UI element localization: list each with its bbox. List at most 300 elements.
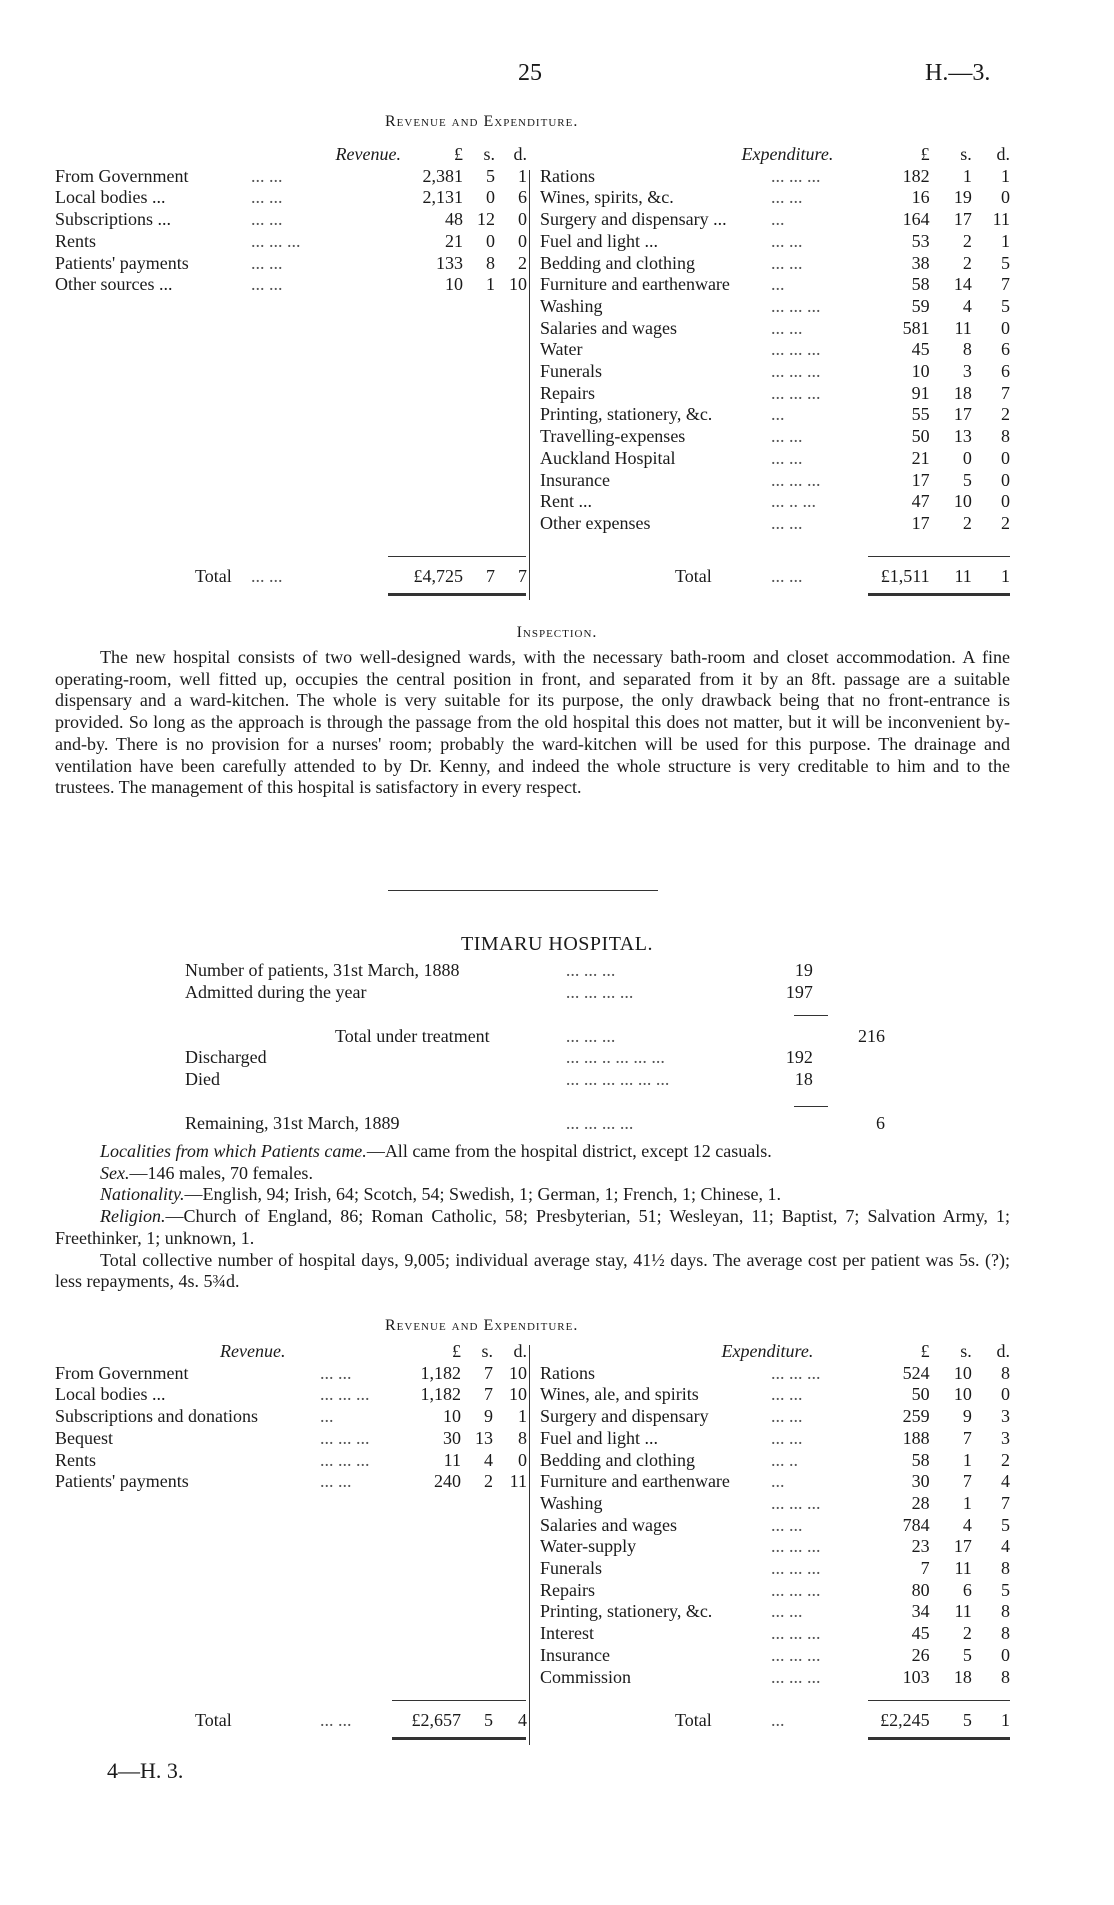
pounds-value: 17 [911, 512, 930, 533]
pounds-value: 47 [911, 491, 930, 512]
shillings-value: 7 [484, 1384, 493, 1405]
leader-dots: ... ... ... [770, 1492, 821, 1513]
pounds-value: 2,131 [422, 187, 463, 208]
inspection-title: Inspection. [516, 624, 598, 641]
shillings-value: 7 [962, 1471, 972, 1492]
stat-row [185, 1069, 885, 1091]
pounds-header: £ [920, 1341, 930, 1361]
shillings-value: 13 [475, 1427, 493, 1448]
pence-value: 0 [1001, 1384, 1010, 1405]
total-leader: ... [770, 1710, 785, 1730]
section2-title: Revenue and Expenditure. [385, 1317, 579, 1334]
pounds-value: 7 [920, 1558, 930, 1579]
pence-value: 8 [1001, 1362, 1010, 1383]
sex-line [55, 1163, 1010, 1185]
expenditure-row-label: Surgery and dispensary [540, 1406, 709, 1427]
total-pence: 4 [518, 1710, 527, 1730]
pounds-value: 50 [911, 1384, 930, 1405]
pounds-header: £ [920, 144, 930, 164]
revenue-total-row [55, 566, 527, 588]
expenditure-header-row [540, 144, 1010, 166]
leader-dots: ... ... ... [770, 295, 821, 316]
expenditure-row-label: Interest [540, 1623, 594, 1644]
section2-revenue-table [55, 1341, 527, 1493]
stat-value: 19 [794, 960, 813, 980]
expenditure-row [540, 1645, 1010, 1667]
revenue-row [55, 253, 527, 275]
expenditure-total-row [540, 1710, 1010, 1732]
shillings-value: 7 [962, 1427, 972, 1448]
pence-value: 3 [1001, 1406, 1010, 1427]
shillings-value: 4 [484, 1449, 493, 1470]
pounds-value: 30 [911, 1471, 930, 1492]
timaru-title: TIMARU HOSPITAL. [461, 933, 653, 955]
revenue-row [55, 1363, 527, 1385]
shillings-value: 9 [484, 1406, 493, 1427]
pence-value: 5 [1001, 295, 1010, 316]
total-label: Total [195, 566, 232, 586]
pence-value: 7 [1001, 1492, 1010, 1513]
expenditure-row-label: Printing, stationery, &c. [540, 404, 713, 425]
total-rule-top [868, 556, 1010, 557]
shillings-value: 0 [962, 447, 972, 468]
leader-dots: ... ... [770, 252, 803, 273]
pounds-value: 45 [911, 1623, 930, 1644]
total-pounds: £2,245 [880, 1710, 930, 1730]
revenue-heading: Revenue. [220, 1341, 286, 1361]
pence-value: 1 [1001, 165, 1010, 186]
document-code: H.—3. [925, 60, 991, 86]
expenditure-row-label: Water-supply [540, 1536, 637, 1557]
pounds-value: 23 [911, 1536, 930, 1557]
expenditure-heading: Expenditure. [721, 1341, 814, 1361]
expenditure-row [540, 513, 1010, 535]
pounds-value: 259 [902, 1406, 930, 1427]
localities-text: —All came from the hospital district, except 12 casuals. [366, 1141, 772, 1161]
revenue-row-label: Patients' payments [55, 252, 189, 273]
total-leader: ... ... [320, 1710, 352, 1730]
revenue-heading: Revenue. [335, 144, 401, 164]
pence-value: 2 [1001, 1449, 1010, 1470]
shillings-value: 2 [962, 1623, 972, 1644]
shillings-header: s. [960, 1341, 972, 1361]
expenditure-row-label: Printing, stationery, &c. [540, 1601, 713, 1622]
footer-signature: 4—H. 3. [107, 1758, 184, 1783]
pence-value: 2 [1001, 512, 1010, 533]
pence-value: 10 [509, 1384, 527, 1405]
section1-expenditure-table [540, 144, 1010, 535]
stat-label: Total under treatment [335, 1025, 490, 1046]
pence-value: 10 [509, 274, 527, 295]
leader-dots: ... ... ... ... [565, 1113, 634, 1134]
expenditure-row [540, 1384, 1010, 1406]
pounds-value: 48 [445, 209, 463, 230]
revenue-row-label: Rents [55, 1449, 97, 1470]
pence-value: 6 [1001, 361, 1010, 382]
pounds-value: 53 [911, 230, 930, 251]
leader-dots: ... [770, 274, 785, 295]
pounds-value: 188 [902, 1427, 930, 1448]
pounds-value: 38 [911, 252, 930, 273]
section2-expenditure-table [540, 1341, 1010, 1688]
shillings-value: 1 [962, 1449, 972, 1470]
total-rule-bottom [388, 593, 526, 596]
shillings-value: 7 [484, 1362, 493, 1383]
revenue-row [55, 209, 527, 231]
leader-dots: ... ... .. ... ... ... [565, 1047, 665, 1068]
total-label: Total [675, 1710, 712, 1730]
timaru-stats-table [185, 960, 885, 1135]
revenue-row [55, 166, 527, 188]
religion-line [55, 1206, 1010, 1249]
pounds-value: 80 [911, 1579, 930, 1600]
leader-dots: ... ... [770, 1406, 803, 1427]
shillings-value: 6 [962, 1579, 972, 1600]
pence-value: 0 [1001, 1644, 1010, 1665]
stat-total [813, 1069, 885, 1091]
total-rule-bottom [868, 593, 1010, 596]
total-shillings: 5 [484, 1710, 493, 1730]
pounds-value: 17 [911, 469, 930, 490]
section2-revenue-total [55, 1710, 527, 1732]
pence-value: 10 [509, 1362, 527, 1383]
leader-dots: ... ... ... [770, 1666, 821, 1687]
shillings-value: 17 [953, 404, 972, 425]
pence-value: 4 [1001, 1536, 1010, 1557]
revenue-total-row [55, 1710, 527, 1732]
leader-dots: ... ... ... [770, 1536, 821, 1557]
section-separator [388, 890, 658, 891]
revenue-row [55, 1471, 527, 1493]
subtotal-rule [794, 1015, 828, 1016]
shillings-value: 4 [962, 1514, 972, 1535]
shillings-header: s. [481, 1341, 493, 1361]
pounds-value: 182 [902, 165, 930, 186]
expenditure-row-label: Commission [540, 1666, 632, 1687]
expenditure-row [540, 491, 1010, 513]
stat-value: 192 [785, 1047, 813, 1068]
expenditure-row-label: Bedding and clothing [540, 1449, 695, 1470]
leader-dots: ... [770, 209, 785, 230]
total-rule-top [388, 556, 526, 557]
pence-value: 0 [1001, 469, 1010, 490]
expenditure-row-label: Furniture and earthenware [540, 1471, 730, 1492]
stat-label: Number of patients, 31st March, 1888 [185, 960, 460, 980]
leader-dots: ... ... [770, 317, 803, 338]
shillings-value: 17 [953, 209, 972, 230]
leader-dots: ... ... ... [770, 361, 821, 382]
leader-dots: ... ... [770, 447, 803, 468]
shillings-value: 2 [484, 1471, 493, 1492]
leader-dots: ... ... [251, 252, 283, 273]
shillings-value: 2 [962, 512, 972, 533]
nationality-label: Nationality. [100, 1184, 185, 1205]
leader-dots: ... ... [320, 1362, 352, 1383]
expenditure-row [540, 404, 1010, 426]
shillings-value: 18 [953, 1666, 972, 1687]
localities-line [55, 1141, 1010, 1163]
expenditure-row-label: Wines, spirits, &c. [540, 187, 674, 208]
pence-value: 11 [992, 209, 1010, 230]
revenue-row-label: Bequest [55, 1427, 113, 1448]
leader-dots: ... ... ... [770, 1362, 821, 1383]
subtotal-rule [794, 1106, 828, 1107]
expenditure-row [540, 187, 1010, 209]
pounds-value: 55 [911, 404, 930, 425]
revenue-row-label: From Government [55, 165, 189, 186]
pence-value: 8 [1001, 426, 1010, 447]
pence-value: 0 [518, 230, 527, 251]
pence-value: 1 [518, 165, 527, 186]
pounds-value: 784 [902, 1514, 930, 1535]
leader-dots: ... ... ... [320, 1449, 370, 1470]
shillings-value: 5 [486, 165, 495, 186]
leader-dots: ... [320, 1406, 334, 1427]
shillings-value: 10 [953, 1362, 972, 1383]
leader-dots: ... ... [251, 209, 283, 230]
pence-header: d. [513, 144, 527, 164]
pence-value: 7 [1001, 274, 1010, 295]
inspection-text [55, 647, 1010, 799]
expenditure-row-label: Rent ... [540, 491, 592, 512]
expenditure-row [540, 1471, 1010, 1493]
pounds-value: 21 [445, 230, 463, 251]
shillings-value: 9 [962, 1406, 972, 1427]
pounds-value: 21 [911, 447, 930, 468]
pounds-value: 45 [911, 339, 930, 360]
total-pence: 1 [1001, 566, 1010, 586]
total-shillings: 5 [962, 1710, 972, 1730]
shillings-value: 3 [962, 361, 972, 382]
leader-dots: ... ... ... [770, 382, 821, 403]
expenditure-row [540, 1450, 1010, 1472]
pounds-value: 50 [911, 426, 930, 447]
shillings-value: 13 [953, 426, 972, 447]
shillings-value: 1 [962, 165, 972, 186]
leader-dots: ... .. [770, 1449, 798, 1470]
stat-value [751, 1091, 813, 1135]
expenditure-row [540, 274, 1010, 296]
expenditure-row-label: Bedding and clothing [540, 252, 695, 273]
expenditure-row [540, 426, 1010, 448]
expenditure-row-label: Auckland Hospital [540, 447, 676, 468]
pounds-value: 240 [434, 1471, 461, 1492]
revenue-row-label: From Government [55, 1362, 189, 1383]
expenditure-row-label: Repairs [540, 382, 595, 403]
stat-total: 6 [876, 1113, 885, 1134]
leader-dots: ... ... [770, 1601, 803, 1622]
pounds-value: 133 [436, 252, 463, 273]
shillings-value: 0 [486, 230, 495, 251]
total-shillings: 7 [486, 566, 495, 586]
expenditure-row-label: Insurance [540, 469, 610, 490]
pence-value: 7 [1001, 382, 1010, 403]
pence-value: 0 [518, 1449, 527, 1470]
revenue-row [55, 187, 527, 209]
total-pounds: £4,725 [413, 566, 463, 586]
pence-value: 5 [1001, 252, 1010, 273]
sex-text: —146 males, 70 females. [129, 1162, 313, 1183]
pounds-value: 103 [902, 1666, 930, 1687]
expenditure-row-label: Salaries and wages [540, 1514, 677, 1535]
total-rule-top [868, 1700, 1010, 1701]
revenue-row [55, 1428, 527, 1450]
leader-dots: ... [770, 404, 785, 425]
expenditure-row [540, 231, 1010, 253]
religion-text: —Church of England, 86; Roman Catholic, 58; Presbyterian, 51; Wesleyan, 11; Baptist, 7; Salvation Army, 1; Freethinker, 1; unknown, 1. [55, 1206, 1010, 1248]
cost-line: Total collective number of hospital days, 9,005; individual average stay, 41½ days. The average cost per patient was 5s. (?); less repayments, 4s. 5¾d. [55, 1249, 1010, 1292]
shillings-value: 8 [486, 252, 495, 273]
leader-dots: ... [770, 1471, 785, 1492]
stat-label: Admitted during the year [185, 981, 367, 1002]
total-rule-top [392, 1700, 526, 1701]
expenditure-row [540, 448, 1010, 470]
total-leader: ... ... [251, 566, 283, 586]
pence-value: 5 [1001, 1579, 1010, 1600]
shillings-header: s. [960, 144, 972, 164]
pounds-value: 524 [902, 1362, 930, 1383]
shillings-value: 18 [953, 382, 972, 403]
leader-dots: ... ... ... [770, 1623, 821, 1644]
leader-dots: ... ... [770, 230, 803, 251]
revenue-header-row [55, 144, 527, 166]
pence-value: 8 [1001, 1601, 1010, 1622]
leader-dots: ... ... ... ... ... ... [565, 1069, 670, 1090]
stat-total [813, 1047, 885, 1069]
page-number: 25 [518, 60, 542, 86]
pence-value: 11 [509, 1471, 527, 1492]
pence-header: d. [996, 1341, 1010, 1361]
expenditure-row-label: Other expenses [540, 512, 651, 533]
pence-value: 6 [1001, 339, 1010, 360]
leader-dots: ... ... [770, 512, 803, 533]
stat-total: 216 [858, 1025, 885, 1046]
expenditure-row-label: Rations [540, 1362, 596, 1383]
total-label: Total [195, 1710, 232, 1730]
revenue-row [55, 1450, 527, 1472]
leader-dots: ... ... ... [770, 339, 821, 360]
expenditure-row [540, 318, 1010, 340]
shillings-value: 11 [954, 1601, 972, 1622]
pence-value: 2 [1001, 404, 1010, 425]
expenditure-row [540, 1623, 1010, 1645]
stat-row [185, 982, 885, 1004]
leader-dots: ... .. ... [770, 491, 816, 512]
revenue-header-row [55, 1341, 527, 1363]
pounds-value: 10 [443, 1406, 461, 1427]
leader-dots: ... ... [770, 1384, 803, 1405]
leader-dots: ... ... ... [565, 1025, 616, 1046]
revenue-row [55, 1406, 527, 1428]
pence-value: 0 [1001, 317, 1010, 338]
pence-value: 2 [518, 252, 527, 273]
leader-dots: ... ... ... [251, 230, 301, 251]
pounds-value: 58 [911, 1449, 930, 1470]
shillings-header: s. [483, 144, 495, 164]
pence-value: 1 [518, 1406, 527, 1427]
section1-revenue-total [55, 566, 527, 588]
pounds-value: 581 [902, 317, 930, 338]
leader-dots: ... ... [320, 1471, 352, 1492]
expenditure-row-label: Furniture and earthenware [540, 274, 730, 295]
leader-dots: ... ... [770, 426, 803, 447]
timaru-details [55, 1141, 1010, 1293]
leader-dots: ... ... ... [320, 1427, 370, 1448]
shillings-value: 2 [962, 230, 972, 251]
shillings-value: 10 [953, 1384, 972, 1405]
total-rule-bottom [392, 1737, 526, 1740]
expenditure-heading: Expenditure. [741, 144, 834, 164]
nationality-line [55, 1184, 1010, 1206]
expenditure-row [540, 253, 1010, 275]
pence-value: 4 [1001, 1471, 1010, 1492]
revenue-row-label: Other sources ... [55, 274, 173, 295]
stat-value [751, 1003, 813, 1047]
leader-dots: ... ... [770, 1514, 803, 1535]
pounds-value: 1,182 [420, 1384, 461, 1405]
nationality-text: —English, 94; Irish, 64; Scotch, 54; Swedish, 1; German, 1; French, 1; Chinese, 1. [184, 1184, 781, 1205]
leader-dots: ... ... [251, 187, 283, 208]
column-divider [529, 170, 530, 600]
stat-label: Remaining, 31st March, 1889 [185, 1113, 400, 1134]
expenditure-row-label: Fuel and light ... [540, 1427, 658, 1448]
expenditure-row [540, 1493, 1010, 1515]
stat-row [185, 1003, 885, 1047]
pence-header: d. [513, 1341, 527, 1361]
expenditure-row-label: Surgery and dispensary ... [540, 209, 727, 230]
stat-label: Died [185, 1069, 220, 1090]
expenditure-row-label: Funerals [540, 361, 602, 382]
leader-dots: ... ... ... [565, 960, 616, 980]
total-rule-bottom [868, 1737, 1010, 1740]
expenditure-row [540, 1558, 1010, 1580]
total-pence: 7 [518, 566, 527, 586]
shillings-value: 1 [486, 274, 495, 295]
localities-label: Localities from which Patients came. [100, 1141, 367, 1161]
pounds-value: 164 [902, 209, 930, 230]
leader-dots: ... ... [251, 274, 283, 295]
expenditure-row [540, 166, 1010, 188]
expenditure-row-label: Fuel and light ... [540, 230, 658, 251]
pounds-header: £ [452, 1341, 461, 1361]
section1-title: Revenue and Expenditure. [385, 113, 579, 130]
pence-value: 3 [1001, 1427, 1010, 1448]
pounds-header: £ [454, 144, 463, 164]
expenditure-row [540, 1428, 1010, 1450]
total-leader: ... ... [770, 566, 803, 586]
leader-dots: ... ... ... [770, 469, 821, 490]
stat-total [813, 960, 885, 982]
total-pounds: £2,657 [411, 1710, 461, 1730]
pence-value: 8 [1001, 1666, 1010, 1687]
revenue-row [55, 274, 527, 296]
expenditure-row-label: Salaries and wages [540, 317, 677, 338]
stat-total [813, 982, 885, 1004]
stat-row [185, 960, 885, 982]
expenditure-row [540, 209, 1010, 231]
revenue-row [55, 1384, 527, 1406]
stat-row [185, 1047, 885, 1069]
shillings-value: 14 [953, 274, 972, 295]
pence-header: d. [996, 144, 1010, 164]
revenue-row-label: Patients' payments [55, 1471, 189, 1492]
pounds-value: 2,381 [422, 165, 463, 186]
total-pounds: £1,511 [880, 566, 930, 586]
pence-value: 0 [1001, 491, 1010, 512]
expenditure-row-label: Water [540, 339, 583, 360]
pounds-value: 34 [911, 1601, 930, 1622]
sex-label: Sex. [100, 1162, 130, 1183]
